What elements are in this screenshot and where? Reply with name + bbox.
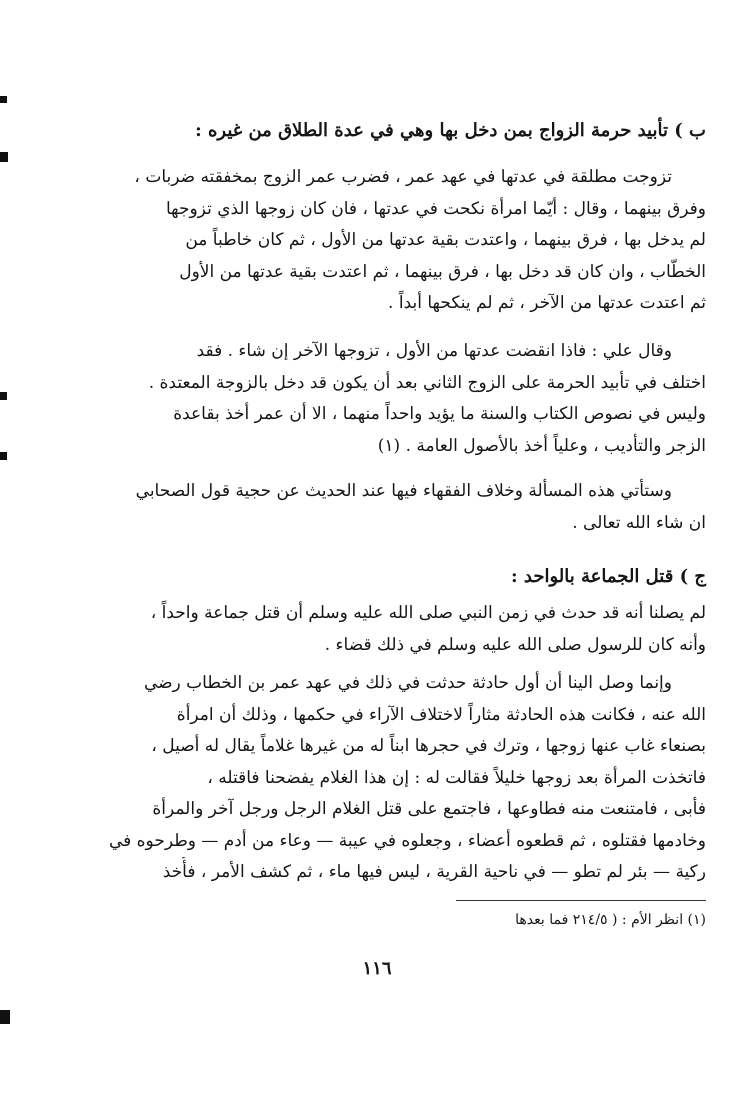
text-line: وليس في نصوص الكتاب والسنة ما يؤيد واحداً منهما ، الا أن عمر أخذ بقاعدة (173, 404, 706, 424)
section-b-paragraph-1 (46, 162, 706, 320)
text-line: ثم اعتدت عدتها من الآخر ، ثم لم ينكحها أبداً . (388, 293, 706, 313)
text-line: اختلف في تأبيد الحرمة على الزوج الثاني بعد أن يكون قد دخل بالزوجة المعتدة . (148, 372, 706, 393)
footnote: (١) انظر الأم : ( ٢١٤/٥ فما بعدها (515, 912, 706, 928)
text-line: لم يدخل بها ، فرق بينهما ، واعتدت بقية عدتها من الأول ، ثم كان خاطباً من (185, 230, 706, 250)
section-b-paragraph-3 (46, 476, 706, 539)
text-line: ركية — بئر لم تطو — في ناحية القرية ، ليس فيها ماء ، ثم كشف الأمر ، فأُخذ (162, 862, 706, 882)
text-line: وقال علي : فاذا انقضت عدتها من الأول ، تزوجها الآخر إن شاء . فقد (196, 341, 672, 361)
scan-mark (0, 1010, 10, 1024)
text-line: فاتخذت المرأة بعد زوجها خليلاً فقالت له : إن هذا الغلام يفضحنا فاقتله ، (207, 767, 706, 788)
footnote-divider (456, 900, 706, 901)
text-line: الزجر والتأديب ، وعلياً أخذ بالأصول العامة . (١) (377, 435, 706, 456)
scan-mark (0, 152, 8, 162)
section-b-heading: ب ) تأبيد حرمة الزواج بمن دخل بها وهي في عدة الطلاق من غيره : (195, 120, 706, 141)
scan-mark (0, 392, 7, 400)
text-line: وأنه كان للرسول صلى الله عليه وسلم في ذلك قضاء . (324, 634, 706, 655)
text-line: وستأتي هذه المسألة وخلاف الفقهاء فيها عند الحديث عن حجية قول الصحابي (135, 481, 672, 501)
section-c-heading: ج ) قتل الجماعة بالواحد : (510, 566, 706, 587)
text-line: وخادمها فقتلوه ، ثم قطعوه أعضاء ، وجعلوه في عيبة — وعاء من أدم — وطرحوه في (108, 830, 706, 851)
text-line: وإنما وصل الينا أن أول حادثة حدثت في ذلك في عهد عمر بن الخطاب رضي (143, 673, 672, 693)
section-c-paragraph-2 (46, 668, 706, 889)
text-line: فأبى ، فامتنعت منه فطاوعها ، فاجتمع على قتل الغلام الرجل ورجل آخر والمرأة (152, 799, 706, 819)
section-b-paragraph-2 (46, 336, 706, 462)
text-line: بصنعاء غاب عنها زوجها ، وترك في حجرها ابناً له من غيرها غلاماً يقال له أصيل ، (151, 736, 706, 756)
section-c-paragraph-1 (46, 598, 706, 661)
scan-mark (0, 96, 7, 103)
page-number: ١١٦ (362, 958, 392, 979)
scan-mark (0, 452, 7, 460)
text-line: تزوجت مطلقة في عدتها في عهد عمر ، فضرب عمر الزوج بمخفقته ضربات ، (134, 167, 672, 187)
text-line: ان شاء الله تعالى . (572, 512, 706, 533)
text-line: الخطّاب ، وان كان قد دخل بها ، فرق بينهما ، ثم اعتدت بقية عدتها من الأول (179, 261, 706, 282)
text-line: وفرق بينهما ، وقال : أيّما امرأة نكحت في عدتها ، فان كان زوجها الذي تزوجها (165, 198, 706, 219)
text-line: لم يصلنا أنه قد حدث في زمن النبي صلى الله عليه وسلم أن قتل جماعة واحداً ، (150, 603, 706, 623)
text-line: الله عنه ، فكانت هذه الحادثة مثاراً لاختلاف الآراء في حكمها ، وذلك أن امرأة (176, 704, 706, 725)
